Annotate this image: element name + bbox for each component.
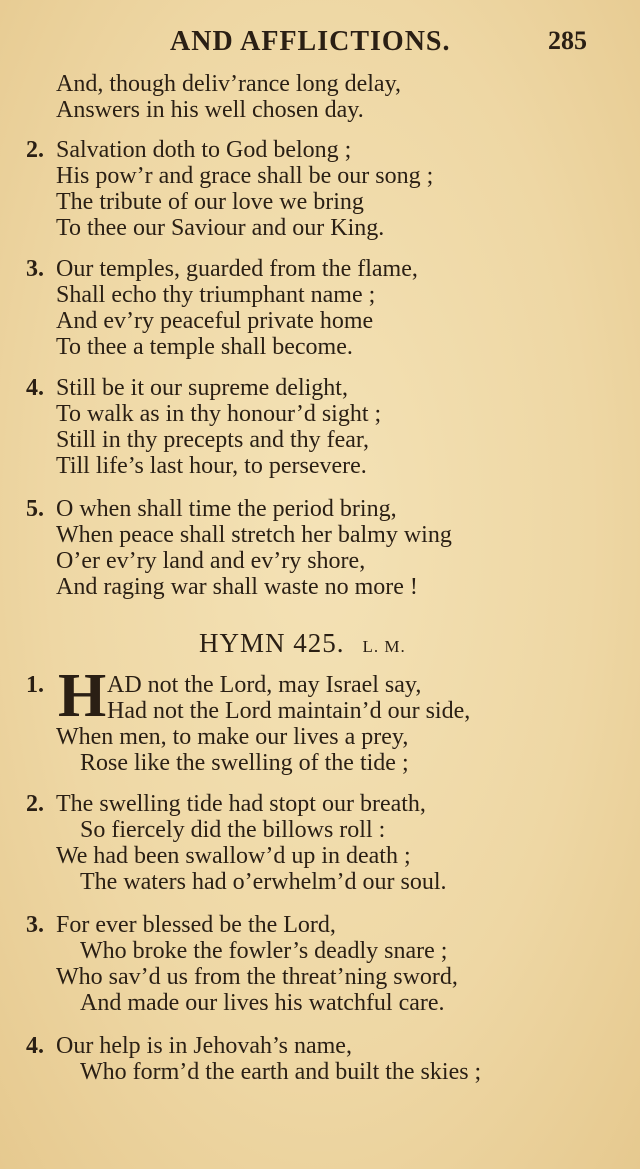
verse-number: 2. <box>26 791 44 817</box>
verse-line: Had not the Lord maintain’d our side, <box>107 698 471 724</box>
verse-number: 3. <box>26 912 44 938</box>
page-number: 285 <box>548 26 587 55</box>
verse-number: 4. <box>26 1033 44 1059</box>
verse-line: And, though deliv’rance long delay, <box>56 71 402 97</box>
verse-line: Our temples, guarded from the flame, <box>56 256 418 282</box>
verse-line: Still in thy precepts and thy fear, <box>56 427 369 453</box>
running-header <box>0 26 640 60</box>
verse-number: 1. <box>26 672 44 698</box>
hymn-title: HYMN 425. <box>199 628 345 658</box>
verse-line: Shall echo thy triumphant name ; <box>56 282 376 308</box>
verse-line: Our help is in Jehovah’s name, <box>56 1033 352 1059</box>
verse-line: The swelling tide had stopt our breath, <box>56 791 426 817</box>
verse-line: His pow’r and grace shall be our song ; <box>56 163 434 189</box>
verse-line: Rose like the swelling of the tide ; <box>80 750 409 776</box>
verse-line: The waters had o’erwhelm’d our soul. <box>80 869 447 895</box>
verse-line: O when shall time the period bring, <box>56 496 397 522</box>
verse-line: So fiercely did the billows roll : <box>80 817 386 843</box>
hymn-heading <box>199 628 406 658</box>
verse-line: For ever blessed be the Lord, <box>56 912 336 938</box>
verse-line: We had been swallow’d up in death ; <box>56 843 411 869</box>
verse-number: 2. <box>26 137 44 163</box>
verse-line: Salvation doth to God belong ; <box>56 137 352 163</box>
hymn-meter: L. M. <box>362 637 406 656</box>
running-title: AND AFFLICTIONS. <box>170 26 451 57</box>
verse-line: Still be it our supreme delight, <box>56 375 348 401</box>
verse-number: 4. <box>26 375 44 401</box>
verse-line: Who broke the fowler’s deadly snare ; <box>80 938 448 964</box>
verse-line: Till life’s last hour, to persevere. <box>56 453 367 479</box>
verse-line: And made our lives his watchful care. <box>80 990 445 1016</box>
verse-line: O’er ev’ry land and ev’ry shore, <box>56 548 366 574</box>
verse-line: Answers in his well chosen day. <box>56 97 364 123</box>
verse-number: 5. <box>26 496 44 522</box>
verse-line: Who form’d the earth and built the skies ; <box>80 1059 482 1085</box>
verse-line: When peace shall stretch her balmy wing <box>56 522 452 548</box>
verse-line: When men, to make our lives a prey, <box>56 724 409 750</box>
verse-line: To thee a temple shall become. <box>56 334 353 360</box>
verse-line: To thee our Saviour and our King. <box>56 215 385 241</box>
verse-line: And ev’ry peaceful private home <box>56 308 374 334</box>
drop-cap: H <box>58 662 107 730</box>
verse-line: To walk as in thy honour’d sight ; <box>56 401 382 427</box>
verse-line: Who sav’d us from the threat’ning sword, <box>56 964 458 990</box>
verse-line: And raging war shall waste no more ! <box>56 574 418 600</box>
verse-line: AD not the Lord, may Israel say, <box>107 672 422 698</box>
verse-number: 3. <box>26 256 44 282</box>
verse-line: The tribute of our love we bring <box>56 189 364 215</box>
